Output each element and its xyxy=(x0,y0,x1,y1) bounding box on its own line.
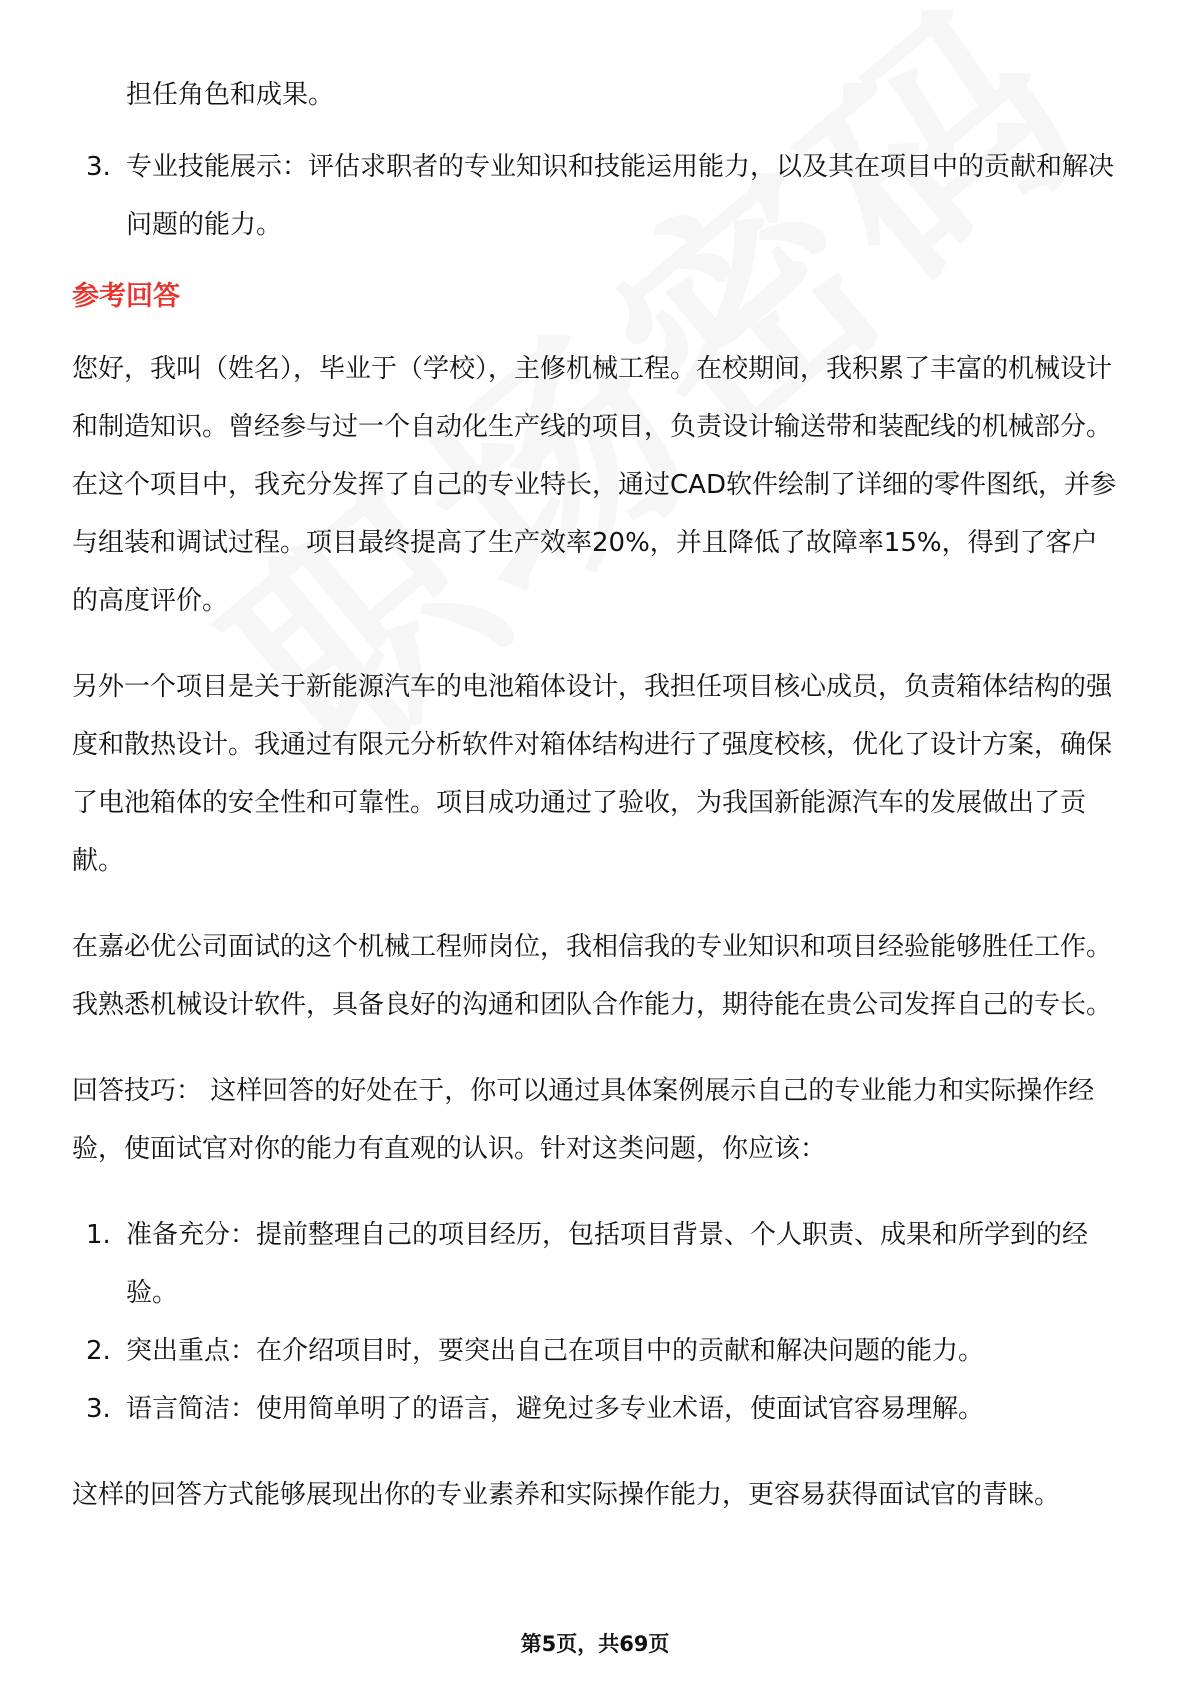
list-number: 1. xyxy=(86,1220,111,1250)
list-item-text: 专业技能展示：评估求职者的专业知识和技能运用能力，以及其在项目中的贡献和解决问题的能力。 xyxy=(126,152,1115,240)
list-item xyxy=(72,1322,1122,1380)
list-item xyxy=(72,138,1122,254)
tips-list xyxy=(72,1206,1122,1438)
list-number: 2. xyxy=(86,1336,111,1366)
list-item xyxy=(72,1380,1122,1438)
list-item-text: 准备充分：提前整理自己的项目经历，包括项目背景、个人职责、成果和所学到的经验。 xyxy=(126,1220,1089,1308)
reference-answer-heading: 参考回答 xyxy=(72,281,180,312)
list-item xyxy=(72,1206,1122,1322)
answer-paragraph-1: 您好，我叫（姓名），毕业于（学校），主修机械工程。在校期间，我积累了丰富的机械设计和制造知识。曾经参与过一个自动化生产线的项目，负责设计输送带和装配线的机械部分。在这个项目中，我充分发挥了自己的专业特长，通过CAD软件绘制了详细的零件图纸，并参与组装和调试过程。项目最终提高了生产效率20%，并且降低了故障率15%，得到了客户的高度评价。 xyxy=(72,354,1116,616)
list-item-text: 突出重点：在介绍项目时，要突出自己在项目中的贡献和解决问题的能力。 xyxy=(126,1336,985,1366)
list-item-continuation: 担任角色和成果。 xyxy=(126,80,335,110)
page-footer: 第5页，共69页 xyxy=(520,1632,670,1656)
evaluation-list xyxy=(72,138,1122,254)
answer-paragraph-2: 另外一个项目是关于新能源汽车的电池箱体设计，我担任项目核心成员，负责箱体结构的强度和散热设计。我通过有限元分析软件对箱体结构进行了强度校核，优化了设计方案，确保了电池箱体的安全性和可靠性。项目成功通过了验收，为我国新能源汽车的发展做出了贡献。 xyxy=(72,672,1113,876)
answer-paragraph-3: 在嘉必优公司面试的这个机械工程师岗位，我相信我的专业知识和项目经验能够胜任工作。我熟悉机械设计软件，具备良好的沟通和团队合作能力，期待能在贵公司发挥自己的专长。 xyxy=(72,932,1113,1020)
page-content xyxy=(72,66,1122,1524)
tips-intro: 回答技巧： 这样回答的好处在于，你可以通过具体案例展示自己的专业能力和实际操作经验，使面试官对你的能力有直观的认识。针对这类问题，你应该： xyxy=(72,1076,1095,1164)
list-number: 3. xyxy=(86,1394,111,1424)
closing-paragraph: 这样的回答方式能够展现出你的专业素养和实际操作能力，更容易获得面试官的青睐。 xyxy=(72,1480,1061,1510)
list-number: 3. xyxy=(86,152,111,182)
list-item-text: 语言简洁：使用简单明了的语言，避免过多专业术语，使面试官容易理解。 xyxy=(126,1394,985,1424)
